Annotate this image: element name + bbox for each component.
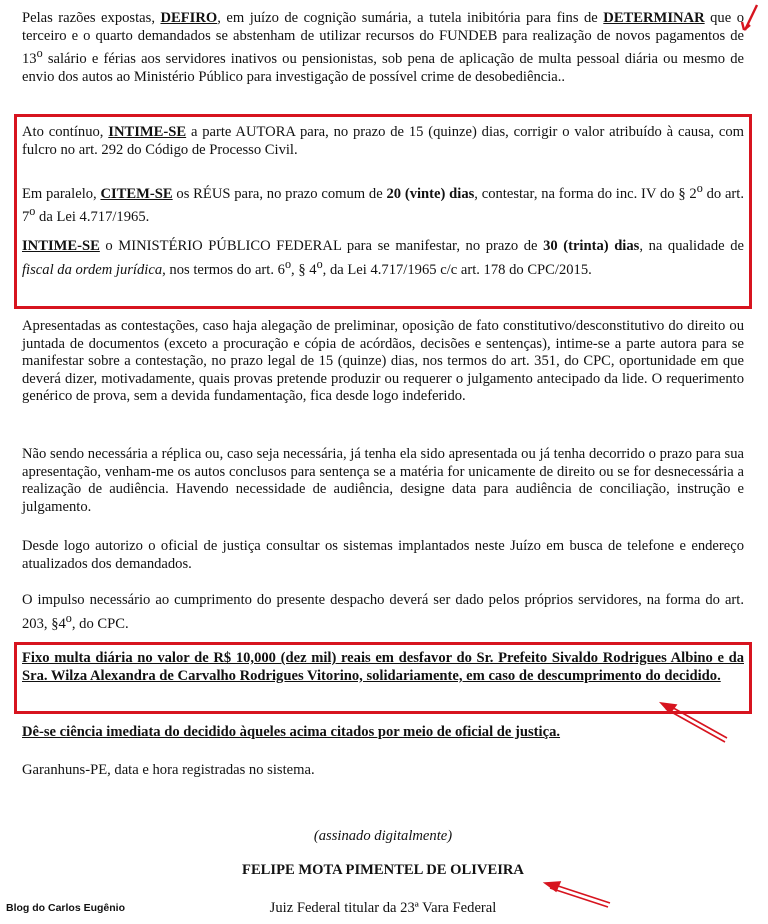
arrow-icon-multa xyxy=(661,703,727,742)
paragraph-contestacoes: Apresentadas as contestações, caso haja alegação de preliminar, oposição de fato constitutivo/desconstitutivo do direito ou juntada de documentos (exceto a procuração e cópia de acórdãos, decisões e sentenças), intime-se a parte autora para se manifestar sobre a contestação, no prazo legal de 15 (quinze) dias, nos termos do art. 351, do CPC, oportunidade em que deverá dizer, motivadamente, quais provas pretende produzir ou requerer o julgamento antecipado da lide. O requerimento genérico de prova, sem a devida fundamentação, fica desde logo indeferido. xyxy=(22,318,744,405)
intime-mpf-keyword: INTIME-SE xyxy=(22,238,100,254)
paragraph-oficial-justica: Desde logo autorizo o oficial de justiça consultar os sistemas implantados neste Juízo em busca de telefone e endereço atualizados dos demandados. xyxy=(22,538,744,572)
citem-keyword: CITEM-SE xyxy=(100,185,173,202)
paragraph-defiro: Pelas razões expostas, DEFIRO, em juízo de cognição sumária, a tutela inibitória para fins de DETERMINAR que o terceiro e o quarto demandados se abstenham de utilizar recursos do FUNDEB para realização de novos pagamentos de 13$^o$ salário e férias aos servidores inativos ou pensionistas, sob pena de aplicação de multa pessoal diária ou mesmo de envio dos autos ao Ministério Público para investigação de possível crime de desobediência.. xyxy=(22,10,744,85)
signature-name: FELIPE MOTA PIMENTEL DE OLIVEIRA xyxy=(242,862,524,878)
paragraph-citem-reus: Em paralelo, CITEM-SE os RÉUS para, no prazo comum de 20 (vinte) dias, contestar, na forma do inc. IV do § 2$^o$ do art. 7$^o$ da Lei 4.717/1965. xyxy=(22,181,744,226)
blog-watermark: Blog do Carlos Eugênio xyxy=(6,902,126,914)
paragraph-replica: Não sendo necessária a réplica ou, caso seja necessária, já tenha ela sido apresentada ou já tenha decorrido o prazo para sua apresentação, venham-me os autos conclusos para sentença se a matéria for unicamente de direito ou se for desnecessária a realização de audiência. Havendo necessidade de audiência, designe data para audiência de conciliação, instrução e julgamento. xyxy=(22,446,744,515)
signature-title: Juiz Federal titular da 23ª Vara Federal xyxy=(269,900,497,916)
paragraph-intime-mpf: INTIME-SE o MINISTÉRIO PÚBLICO FEDERAL para se manifestar, no prazo de 30 (trinta) dias, na qualidade de fiscal da ordem jurídica, nos termos do art. 6$^o$, § 4$^o$, da Lei 4.717/1965 c/c art. 178 do CPC/2015. xyxy=(22,238,744,278)
paragraph-multa-diaria: Fixo multa diária no valor de R$ 10,000 (dez mil) reais em desfavor do Sr. Prefeito Sivaldo Rodrigues Albino e da Sra. Wilza Alexandra de Carvalho Rodrigues Vitorino, solidariamente, em caso de descumprimento do decidido. xyxy=(22,650,744,684)
arrow-icon-signature xyxy=(545,882,610,907)
paragraph-intime-autora: Ato contínuo, INTIME-SE a parte AUTORA para, no prazo de 15 (quinze) dias, corrigir o valor atribuído à causa, com fulcro no art. 292 do Código de Processo Civil. xyxy=(22,124,744,158)
determinar-keyword: DETERMINAR xyxy=(603,10,705,26)
defiro-keyword: DEFIRO xyxy=(160,10,218,26)
arrow-icon-top-right xyxy=(742,5,757,30)
intime-keyword: INTIME-SE xyxy=(108,124,187,140)
paragraph-impulso: O impulso necessário ao cumprimento do presente despacho deverá ser dado pelos próprios servidores, na forma do art. 203, §4$^o$, do CPC. xyxy=(22,592,744,632)
signature-note: (assinado digitalmente) xyxy=(313,828,453,844)
paragraph-ciencia: Dê-se ciência imediata do decidido àqueles acima citados por meio de oficial de justiça. xyxy=(22,724,561,740)
paragraph-local-data: Garanhuns-PE, data e hora registradas no sistema. xyxy=(22,762,315,778)
